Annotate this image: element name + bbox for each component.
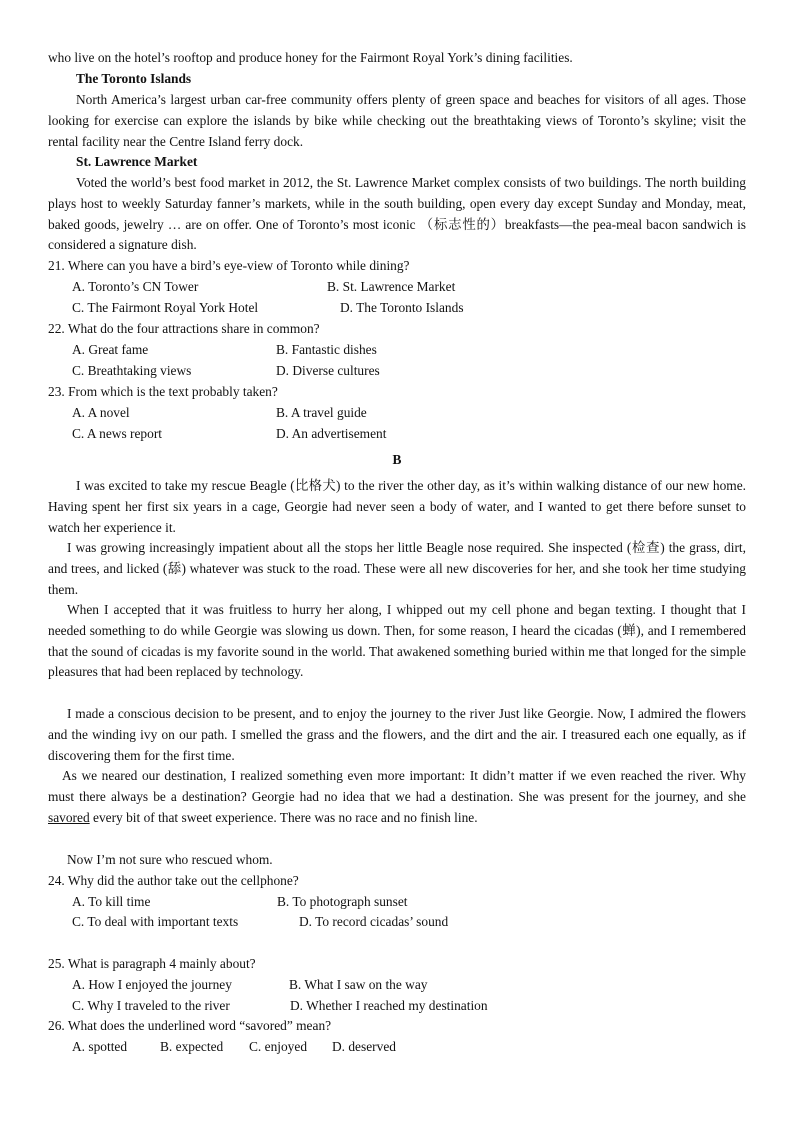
passage-b-paragraph-3: When I accepted that it was fruitless to hurry her along, I whipped out my cell phone and began texting. I thought that I needed something to do while Georgie was slowing us down. Then, for some reason, I heard the cicadas (蝉), and I remembered that the sound of cicadas is my favorite sound in the world. That awakened something buried within me that longed for the simple pleasures that had been replaced by technology. xyxy=(48,602,746,680)
question-26-option-c[interactable]: C. enjoyed xyxy=(249,1039,308,1054)
question-24-options-row2 xyxy=(48,912,770,933)
question-25-option-b[interactable]: B. What I saw on the way xyxy=(289,977,428,992)
question-25-options-row2 xyxy=(48,996,770,1017)
question-25-stem: 25. What is paragraph 4 mainly about? xyxy=(48,956,256,971)
question-22-option-a[interactable]: A. Great fame xyxy=(72,342,149,357)
question-21-option-d[interactable]: D. The Toronto Islands xyxy=(340,300,464,315)
question-24-stem: 24. Why did the author take out the cellphone? xyxy=(48,873,299,888)
passage-b-paragraph-6: Now I’m not sure who rescued whom. xyxy=(67,852,273,867)
question-22-option-b[interactable]: B. Fantastic dishes xyxy=(276,342,377,357)
question-26-stem: 26. What does the underlined word “savored” mean? xyxy=(48,1018,332,1033)
passage-b-paragraph-5 xyxy=(48,766,746,828)
paragraph-5-text-before: As we neared our destination, I realized something even more important: It didn’t matter if we even reached the river. Why must there always be a destination? Georgie had no idea that we had a destination. She was present for the journey, and she xyxy=(48,768,746,804)
question-23-option-d[interactable]: D. An advertisement xyxy=(276,426,387,441)
question-22-options-row1 xyxy=(48,340,770,361)
question-26-option-b[interactable]: B. expected xyxy=(160,1039,224,1054)
passage-b-paragraph-2: I was growing increasingly impatient about all the stops her little Beagle nose required. She inspected (检查) the grass, dirt, and trees, and licked (舔) whatever was stuck to the road. These were all new discoveries for her, and she took her time studying them. xyxy=(48,540,746,597)
heading-st-lawrence-market: St. Lawrence Market xyxy=(76,154,198,169)
paragraph-toronto-islands: North America’s largest urban car-free community offers plenty of green space and beaches for visitors of all ages. Those looking for exercise can explore the islands by bike while checking out the breathtaking views of Toronto’s skyline; visit the rental facility near the Centre Island ferry dock. xyxy=(48,92,746,149)
question-21-option-b[interactable]: B. St. Lawrence Market xyxy=(327,279,456,294)
question-21-options-row1 xyxy=(48,277,770,298)
question-24-option-d[interactable]: D. To record cicadas’ sound xyxy=(299,914,449,929)
question-23-options-row1 xyxy=(48,403,770,424)
passage-b-paragraph-4: I made a conscious decision to be present, and to enjoy the journey to the river Just like Georgie. Now, I admired the flowers and the winding ivy on our path. I smelled the grass and the flowers, and the dirt and the air. I treasured each one equally, as if discovering them for the first time. xyxy=(48,706,746,763)
question-21-option-c[interactable]: C. The Fairmont Royal York Hotel xyxy=(72,300,259,315)
question-21-option-a[interactable]: A. Toronto’s CN Tower xyxy=(72,279,199,294)
question-23-option-c[interactable]: C. A news report xyxy=(72,426,163,441)
question-22-option-c[interactable]: C. Breathtaking views xyxy=(72,363,192,378)
question-26-option-d[interactable]: D. deserved xyxy=(332,1039,396,1054)
question-22-option-d[interactable]: D. Diverse cultures xyxy=(276,363,380,378)
underlined-word-savored: savored xyxy=(48,809,90,825)
question-24-option-c[interactable]: C. To deal with important texts xyxy=(72,914,239,929)
question-21-stem: 21. Where can you have a bird’s eye-view of Toronto while dining? xyxy=(48,258,410,273)
question-25-option-a[interactable]: A. How I enjoyed the journey xyxy=(72,977,232,992)
question-21-options-row2 xyxy=(48,298,770,319)
question-24-options-row1 xyxy=(48,892,770,913)
question-22-stem: 22. What do the four attractions share in common? xyxy=(48,321,320,336)
question-23-stem: 23. From which is the text probably taken? xyxy=(48,384,278,399)
question-24-option-b[interactable]: B. To photograph sunset xyxy=(277,894,408,909)
question-22-options-row2 xyxy=(48,361,770,382)
question-26-options-row xyxy=(48,1037,770,1058)
question-23-option-a[interactable]: A. A novel xyxy=(72,405,130,420)
question-26-option-a[interactable]: A. spotted xyxy=(72,1039,128,1054)
section-b-title: B xyxy=(392,452,402,467)
question-25-option-c[interactable]: C. Why I traveled to the river xyxy=(72,998,230,1013)
question-24-option-a[interactable]: A. To kill time xyxy=(72,894,151,909)
question-25-option-d[interactable]: D. Whether I reached my destination xyxy=(290,998,488,1013)
continued-line: who live on the hotel’s rooftop and produce honey for the Fairmont Royal York’s dining facilities. xyxy=(48,50,573,65)
question-23-options-row2 xyxy=(48,424,770,445)
question-23-option-b[interactable]: B. A travel guide xyxy=(276,405,367,420)
paragraph-5-text-after: every bit of that sweet experience. There was no race and no finish line. xyxy=(89,809,478,825)
heading-toronto-islands: The Toronto Islands xyxy=(76,71,192,86)
passage-b-paragraph-1: I was excited to take my rescue Beagle (比格犬) to the river the other day, as it’s within walking distance of our new home. Having spent her first six years in a cage, Georgie had never seen a body of water, and I wanted to get there before sunset to watch her experience it. xyxy=(48,478,746,535)
question-25-options-row1 xyxy=(48,975,770,996)
paragraph-st-lawrence-market: Voted the world’s best food market in 2012, the St. Lawrence Market complex consists of two buildings. The north building plays host to weekly Saturday fanner’s markets, while in the south building, open every day except Sunday and Monday, meat, baked goods, jewelry … are on offer. One of Toronto’s most iconic （标志性的）breakfasts—the pea-meal bacon sandwich is considered a signature dish. xyxy=(48,175,746,253)
